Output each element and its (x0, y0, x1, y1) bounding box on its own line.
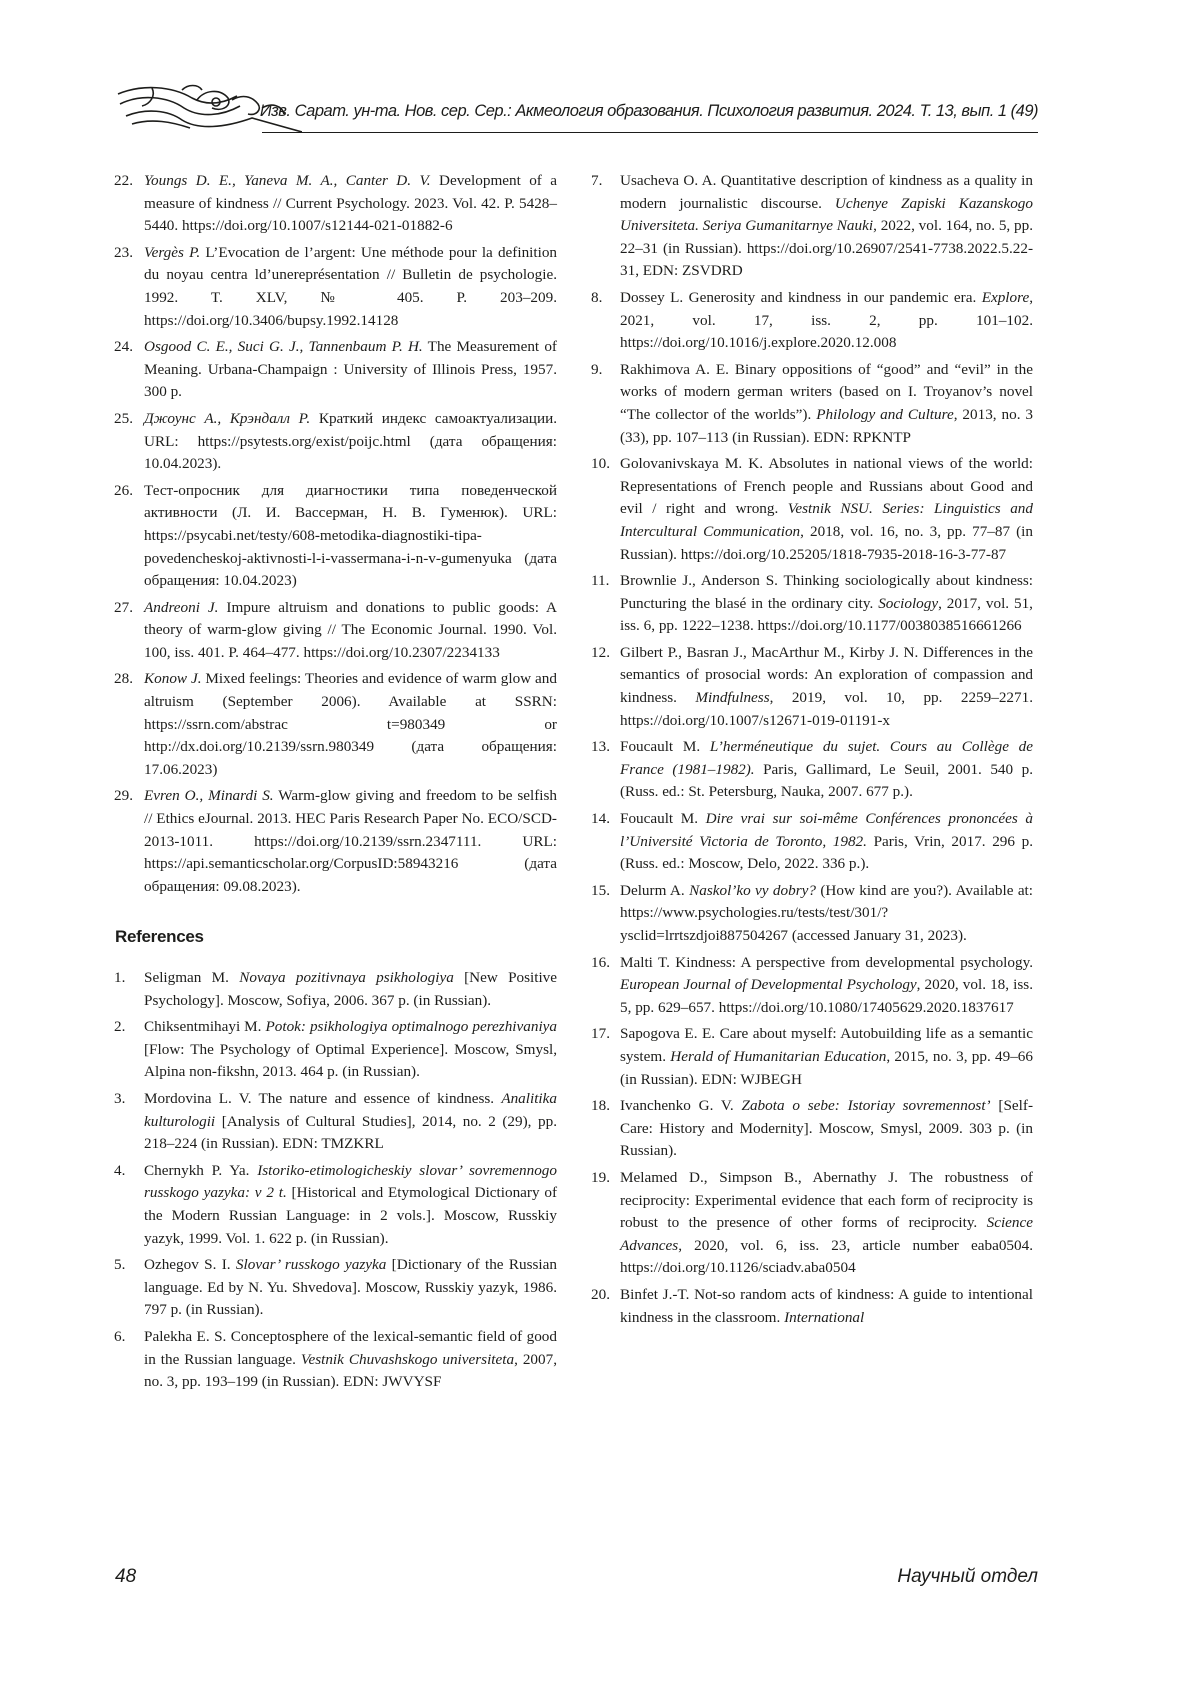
reference-text: Mordovina L. V. The nature and essence of kindness. (144, 1090, 501, 1107)
reference-number: 2. (114, 1016, 141, 1039)
reference-text: Brownlie J., Anderson S. Thinking sociologically about kindness: Puncturing the blasé in the ordinary city. (620, 572, 1033, 612)
reference-source-title: European Journal of Developmental Psychology (620, 976, 917, 993)
reference-source-title: Analitika kulturologii (144, 1090, 557, 1130)
reference-text: Rakhimova A. E. Binary oppositions of “good” and “evil” in the works of modern german writers (based on I. Troyanov’s novel “The collector of the worlds”). (620, 361, 1033, 423)
reference-text: Impure altruism and donations to public goods: A theory of warm-glow giving // The Economic Journal. 1990. Vol. 100, iss. 401. P. 464–477. https://doi.org/10.2307/2234133 (144, 599, 557, 661)
reference-authors: Джоунс А., Крэндалл Р. (144, 410, 310, 427)
reference-details: [Analysis of Cultural Studies], 2014, no. 2 (29), pp. 218–224 (in Russian). EDN: TMZKRL (144, 1113, 557, 1153)
reference-authors: Youngs D. E., Yaneva M. A., Canter D. V. (144, 172, 431, 189)
reference-item (115, 1254, 557, 1322)
reference-item (115, 408, 557, 476)
reference-number: 4. (114, 1160, 141, 1183)
reference-source-title: International (784, 1309, 864, 1326)
reference-text: Chiksentmihayi M. (144, 1018, 265, 1035)
reference-item (115, 1016, 557, 1084)
reference-details: [Flow: The Psychology of Optimal Experience]. Moscow, Smysl, Alpina non-fikshn, 2013. 464 p. (in Russian). (144, 1041, 557, 1081)
reference-source-title: Potok: psikhologiya optimalnogo perezhivaniya (265, 1018, 557, 1035)
reference-text: Melamed D., Simpson B., Abernathy J. The robustness of reciprocity: Experimental evidence that each form of reciprocity is robust to the presence of other forms of reciprocity. (620, 1169, 1033, 1231)
reference-number: 20. (591, 1284, 618, 1307)
reference-number: 29. (114, 785, 141, 808)
reference-number: 15. (591, 880, 618, 903)
reference-text: Foucault M. (620, 810, 706, 827)
reference-source-title: Sociology (878, 595, 938, 612)
reference-source-title: Explore (982, 289, 1030, 306)
reference-text: Ozhegov S. I. (144, 1256, 236, 1273)
reference-details: , 2021, vol. 17, iss. 2, pp. 101–102. https://doi.org/10.1016/j.explore.2020.12.008 (620, 289, 1033, 351)
reference-text: Foucault M. (620, 738, 710, 755)
reference-number: 26. (114, 480, 141, 503)
page-number: 48 (115, 1566, 136, 1588)
reference-item (115, 242, 557, 332)
reference-number: 27. (114, 597, 141, 620)
reference-text: Palekha E. S. Conceptosphere of the lexical-semantic field of good in the Russian language. (144, 1328, 557, 1368)
english-reference-list-right (591, 170, 1033, 1329)
reference-number: 25. (114, 408, 141, 431)
reference-text: Warm-glow giving and freedom to be selfish // Ethics eJournal. 2013. HEC Paris Research Paper No. ECO/SCD-2013-1011. https://doi.org/10.2139/ssrn.2347111. URL: https://api.semanticscholar.org/CorpusID:58943216 (дата обращения: 09.08.2023). (144, 787, 557, 894)
russian-reference-list (115, 170, 557, 898)
reference-details: , 2022, vol. 164, no. 5, pp. 22–31 (in Russian). https://doi.org/10.26907/2541-7738.2022.5.22-31, EDN: ZSVDRD (620, 217, 1033, 279)
reference-source-title: Philology and Culture (816, 406, 954, 423)
reference-details: [New Positive Psychology]. Moscow, Sofiya, 2006. 367 p. (in Russian). (144, 969, 557, 1009)
section-name: Научный отдел (897, 1566, 1038, 1588)
reference-item (591, 1023, 1033, 1091)
reference-details: , 2019, vol. 10, pp. 2259–2271. https://doi.org/10.1007/s12671-019-01191-x (620, 689, 1033, 729)
reference-text: Malti T. Kindness: A perspective from developmental psychology. (620, 954, 1033, 971)
reference-details: , 2007, no. 3, pp. 193–199 (in Russian). EDN: JWVYSF (144, 1351, 557, 1391)
reference-authors: Osgood C. E., Suci G. J., Tannenbaum P. H. (144, 338, 423, 355)
reference-source-title: Istoriko-etimologicheskiy slovar’ sovremennogo russkogo yazyka: v 2 t. (144, 1162, 557, 1202)
reference-text: Binfet J.-T. Not-so random acts of kindness: A guide to intentional kindness in the classroom. (620, 1286, 1033, 1326)
reference-number: 18. (591, 1095, 618, 1118)
reference-source-title: Naskol’ko vy dobry? (689, 882, 816, 899)
reference-source-title: Vestnik NSU. Series: Linguistics and Intercultural Communication (620, 500, 1033, 540)
reference-item (591, 1095, 1033, 1163)
page-header (112, 80, 1038, 142)
reference-source-title: Zabota o sebe: Istoriay sovremennost’ (742, 1097, 991, 1114)
reference-number: 11. (591, 570, 618, 593)
reference-text: Delurm A. (620, 882, 689, 899)
reference-number: 8. (591, 287, 618, 310)
reference-text: Golovanivskaya M. K. Absolutes in national views of the world: Representations of French people and Russians about Good and evil / right and wrong. (620, 455, 1033, 517)
reference-text: Краткий индекс самоактуализации. URL: https://psytests.org/exist/poijc.html (дата обращения: 10.04.2023). (144, 410, 557, 472)
reference-item (591, 453, 1033, 566)
reference-number: 5. (114, 1254, 141, 1277)
references-heading: References (115, 926, 557, 949)
reference-source-title: Science Advances (620, 1214, 1033, 1254)
reference-number: 13. (591, 736, 618, 759)
reference-text: L’Evocation de l’argent: Une méthode pour la definition du noyau centra ld’unereprésentation // Bulletin de psychologie. 1992. T. XLV, № 405. P. 203–209. https://doi.org/10.3406/bupsy.1992.14128 (144, 244, 557, 329)
reference-source-title: Uchenye Zapiski Kazanskogo Universiteta. Seriya Gumanitarnye Nauki (620, 195, 1033, 235)
reference-authors: Vergès P. (144, 244, 200, 261)
reference-number: 22. (114, 170, 141, 193)
reference-text: Development of a measure of kindness // Current Psychology. 2023. Vol. 42. P. 5428–5440. https://doi.org/10.1007/s12144-021-01882-6 (144, 172, 557, 234)
reference-number: 9. (591, 359, 618, 382)
reference-authors: Andreoni J. (144, 599, 218, 616)
reference-item (591, 570, 1033, 638)
reference-text: Seligman M. (144, 969, 239, 986)
reference-item (115, 668, 557, 781)
reference-details: , 2020, vol. 6, iss. 23, article number eaba0504. https://doi.org/10.1126/sciadv.aba0504 (620, 1237, 1033, 1277)
reference-details: Paris, Gallimard, Le Seuil, 2001. 540 p. (Russ. ed.: St. Petersburg, Nauka, 2007. 677 p.). (620, 761, 1033, 801)
reference-number: 16. (591, 952, 618, 975)
reference-item (591, 642, 1033, 732)
reference-text: Usacheva O. A. Quantitative description of kindness as a quality in modern journalistic discourse. (620, 172, 1033, 212)
reference-item (115, 785, 557, 898)
reference-source-title: Vestnik Chuvashskogo universiteta (301, 1351, 514, 1368)
reference-number: 12. (591, 642, 618, 665)
reference-number: 1. (114, 967, 141, 990)
reference-authors: Evren O., Minardi S. (144, 787, 274, 804)
reference-text: Chernykh P. Ya. (144, 1162, 257, 1179)
reference-item (115, 170, 557, 238)
reference-item (115, 1160, 557, 1250)
reference-number: 14. (591, 808, 618, 831)
left-column (115, 170, 557, 1398)
reference-number: 24. (114, 336, 141, 359)
reference-number: 23. (114, 242, 141, 265)
reference-text: Mixed feelings: Theories and evidence of warm glow and altruism (September 2006). Available at SSRN: https://ssrn.com/abstrac t=980349 or http://dx.doi.org/10.2139/ssrn.980349 (дата обращения: 17.06.2023) (144, 670, 557, 777)
english-reference-list-left (115, 967, 557, 1394)
reference-item (591, 359, 1033, 449)
reference-item (591, 1167, 1033, 1280)
reference-item (591, 952, 1033, 1020)
reference-text: Тест-опросник для диагностики типа поведенческой активности (Л. И. Вассерман, Н. В. Гуменюк). URL: https://psycabi.net/testy/608-metodika-diagnostiki-tipa-povedencheskoj-aktivnosti-l-i-vassermana-i-n-v-gumenyuka (дата обращения: 10.04.2023) (144, 482, 557, 589)
reference-source-title: L’herméneutique du sujet. Cours au Collège de France (1981–1982). (620, 738, 1033, 778)
reference-text: Dossey L. Generosity and kindness in our pandemic era. (620, 289, 982, 306)
reference-details: [Historical and Etymological Dictionary of the Modern Russian Language: in 2 vols.]. Moscow, Russkiy yazyk, 1999. Vol. 1. 622 p. (in Russian). (144, 1184, 557, 1246)
header-rule (262, 132, 1038, 133)
reference-item (115, 1088, 557, 1156)
reference-source-title: Slovar’ russkogo yazyka (236, 1256, 386, 1273)
reference-item (115, 480, 557, 593)
reference-text: Sapogova E. E. Care about myself: Autobuilding life as a semantic system. (620, 1025, 1033, 1065)
reference-details: [Dictionary of the Russian language. Ed by N. Yu. Shvedova]. Moscow, Russkiy yazyk, 1986. 797 p. (in Russian). (144, 1256, 557, 1318)
reference-details: , 2017, vol. 51, iss. 6, pp. 1222–1238. https://doi.org/10.1177/0038038516661266 (620, 595, 1033, 635)
reference-text: Gilbert P., Basran J., MacArthur M., Kirby J. N. Differences in the semantics of prosocial words: An exploration of compassion and kindness. (620, 644, 1033, 706)
reference-details: [Self-Care: History and Modernity]. Moscow, Smysl, 2009. 303 p. (in Russian). (620, 1097, 1033, 1159)
running-title: Изв. Сарат. ун-та. Нов. сер. Сер.: Акмеология образования. Психология развития. 2024. Т. 13, вып. 1 (49) (260, 102, 1038, 121)
reference-details: , 2020, vol. 18, iss. 5, pp. 629–657. https://doi.org/10.1080/17405629.2020.1837617 (620, 976, 1033, 1016)
reference-item (591, 880, 1033, 948)
right-column (591, 170, 1033, 1333)
reference-authors: Konow J. (144, 670, 202, 687)
reference-item (591, 170, 1033, 283)
reference-source-title: Herald of Humanitarian Education (670, 1048, 886, 1065)
reference-details: , 2015, no. 3, pp. 49–66 (in Russian). EDN: WJBEGH (620, 1048, 1033, 1088)
reference-source-title: Mindfulness (695, 689, 769, 706)
reference-number: 28. (114, 668, 141, 691)
reference-text: Ivanchenko G. V. (620, 1097, 742, 1114)
reference-item (115, 597, 557, 665)
reference-source-title: Dire vrai sur soi-même Conférences prononcées à l’Université Victoria de Toronto, 1982. (620, 810, 1033, 850)
reference-source-title: Novaya pozitivnaya psikhologiya (239, 969, 454, 986)
reference-number: 17. (591, 1023, 618, 1046)
reference-details: , 2013, no. 3 (33), pp. 107–113 (in Russian). EDN: RPKNTP (620, 406, 1033, 446)
reference-item (591, 736, 1033, 804)
reference-number: 6. (114, 1326, 141, 1349)
reference-text: The Measurement of Meaning. Urbana-Champaign : University of Illinois Press, 1957. 300 p. (144, 338, 557, 400)
reference-item (591, 808, 1033, 876)
reference-item (115, 967, 557, 1012)
reference-number: 7. (591, 170, 618, 193)
reference-details: (How kind are you?). Available at: https://www.psychologies.ru/tests/test/301/?ysclid=lrrtszdjoi887504267 (accessed January 31, 2023). (620, 882, 1033, 944)
reference-number: 3. (114, 1088, 141, 1111)
reference-item (591, 1284, 1033, 1329)
reference-item (591, 287, 1033, 355)
reference-details: , 2018, vol. 16, no. 3, pp. 77–87 (in Russian). https://doi.org/10.25205/1818-7935-2018-16-3-77-87 (620, 523, 1033, 563)
reference-details: Paris, Vrin, 2017. 296 p. (Russ. ed.: Moscow, Delo, 2022. 336 p.). (620, 833, 1033, 873)
reference-number: 19. (591, 1167, 618, 1190)
reference-item (115, 336, 557, 404)
reference-number: 10. (591, 453, 618, 476)
reference-item (115, 1326, 557, 1394)
